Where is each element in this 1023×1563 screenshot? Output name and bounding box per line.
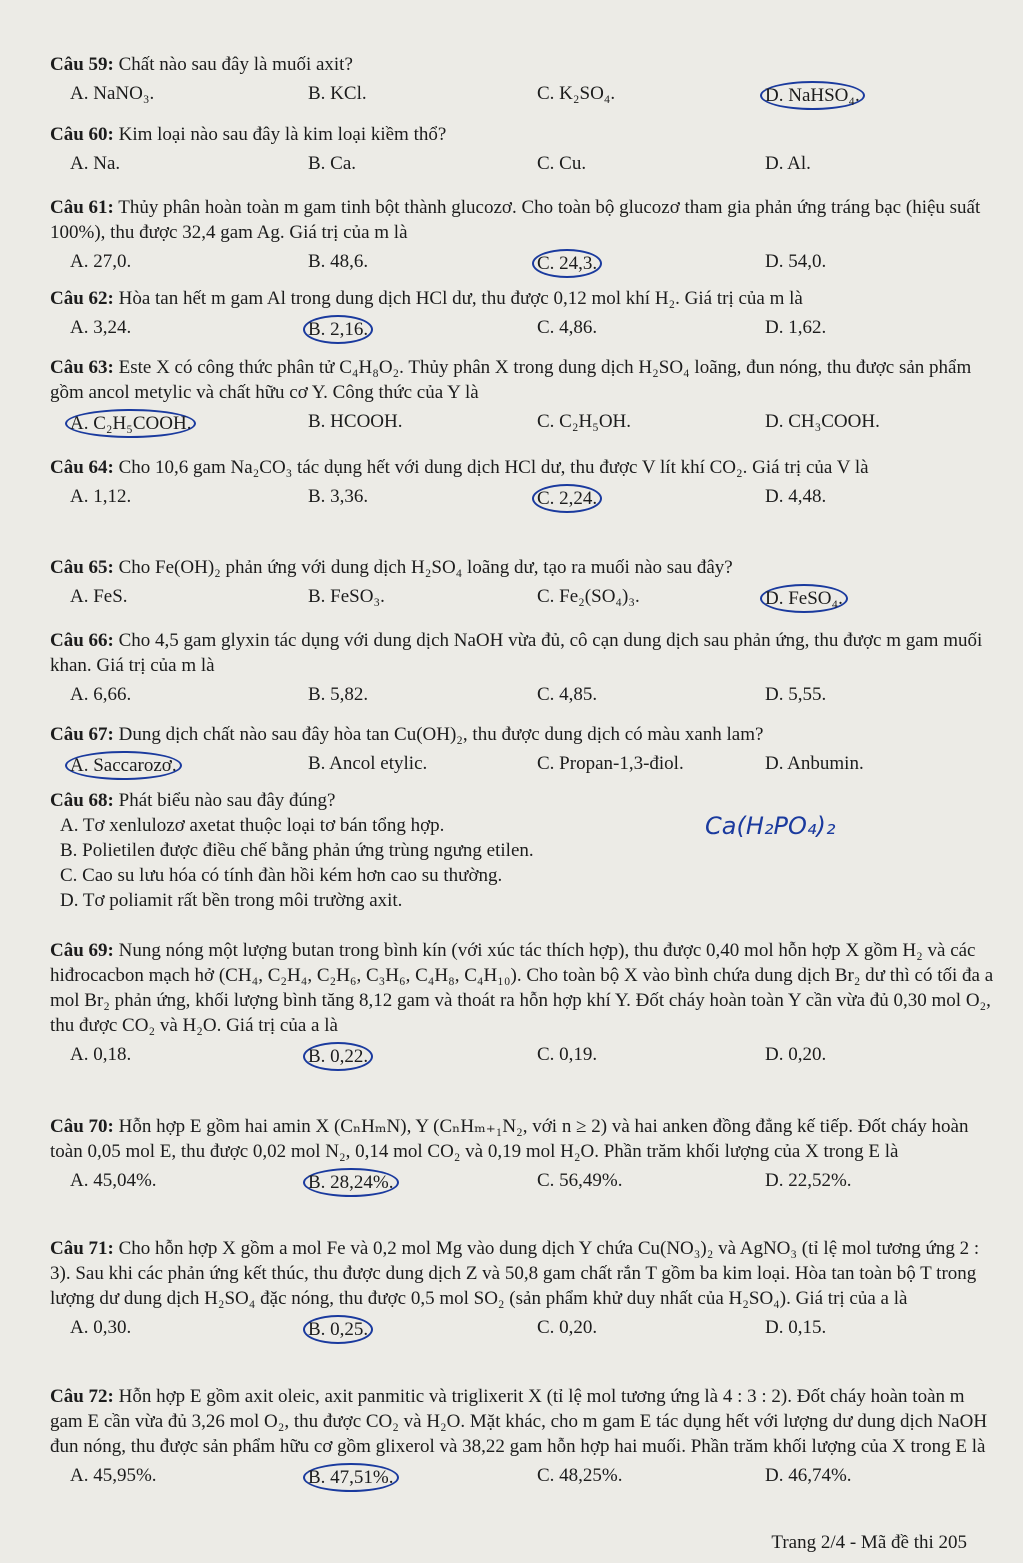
option-b-circled: B. 28,24%. xyxy=(303,1168,399,1197)
statement-d: D. Tơ poliamit rất bền trong môi trường axit. xyxy=(60,890,403,911)
option-c: C. Cu. xyxy=(537,153,587,174)
statement-b: B. Polietilen được điều chế bằng phản ứng trùng ngưng etilen. xyxy=(60,840,534,861)
option-c-circled: C. 2,24. xyxy=(532,484,602,513)
page-footer: Trang 2/4 - Mã đề thi 205 xyxy=(771,1532,967,1553)
option-d: D. 4,48. xyxy=(765,486,827,507)
option-d: D. Al. xyxy=(765,153,811,174)
option-c: C. 4,85. xyxy=(537,684,598,705)
option-a: A. 1,12. xyxy=(70,486,132,507)
option-a: A. 27,0. xyxy=(70,251,132,272)
option-b: B. 5,82. xyxy=(308,684,369,705)
option-a-circled: A. Saccarozơ. xyxy=(65,751,182,780)
option-c: C. 48,25%. xyxy=(537,1465,623,1486)
option-a: A. 0,18. xyxy=(70,1044,132,1065)
option-d: D. 0,15. xyxy=(765,1317,827,1338)
question-65: Câu 65: Cho Fe(OH)₂ phản ứng với dung dịch H₂SO₄ loãng dư, tạo ra muối nào sau đây? A. FeS. B. FeSO₃. C. Fe₂(SO₄)₃. D. FeSO₄. xyxy=(50,555,995,614)
question-61: Câu 61: Thủy phân hoàn toàn m gam tinh bột thành glucozơ. Cho toàn bộ glucozơ tham gia phản ứng tráng bạc (hiệu suất 100%), thu được 32,4 gam Ag. Giá trị của m là A. 27,0. B. 48,6. C. 24,3. D. 54,0. xyxy=(50,195,995,279)
option-b: B. 48,6. xyxy=(308,251,369,272)
option-c: C. 0,19. xyxy=(537,1044,598,1065)
option-a-circled: A. C₂H₅COOH. xyxy=(65,409,196,438)
option-a: A. NaNO₃. xyxy=(70,83,155,104)
option-b: B. Ca. xyxy=(308,153,357,174)
question-59: Câu 59: Chất nào sau đây là muối axit? A. NaNO₃. B. KCl. C. K₂SO₄. D. NaHSO₄. xyxy=(50,52,995,111)
option-d-circled: D. NaHSO₄. xyxy=(760,81,865,110)
option-c: C. 0,20. xyxy=(537,1317,598,1338)
option-c: C. 56,49%. xyxy=(537,1170,623,1191)
option-b-circled: B. 47,51%. xyxy=(303,1463,399,1492)
option-a: A. 6,66. xyxy=(70,684,132,705)
question-70: Câu 70: Hỗn hợp E gồm hai amin X (CₙHₘN), Y (CₙHₘ₊₁N₂, với n ≥ 2) và hai anken đồng đẳng kế tiếp. Đốt cháy hoàn toàn 0,05 mol E, thu được 0,02 mol N₂, 0,14 mol CO₂ và 0,19 mol H₂O. Phần trăm khối lượng của X trong E là A. 45,04%. B. 28,24%. C. 56,49%. D. 22,52%. xyxy=(50,1114,995,1198)
option-d: D. 0,20. xyxy=(765,1044,827,1065)
option-b: B. KCl. xyxy=(308,83,367,104)
option-c: C. 4,86. xyxy=(537,317,598,338)
option-c: C. Fe₂(SO₄)₃. xyxy=(537,586,640,607)
question-68: Câu 68: Phát biểu nào sau đây đúng? A. Tơ xenlulozơ axetat thuộc loại tơ bán tổng hợp. B. Polietilen được điều chế bằng phản ứng trùng ngưng etilen. C. Cao su lưu hóa có tính đàn hồi kém hơn cao su thường. D. Tơ poliamit rất bền trong môi trường axit. xyxy=(50,788,995,913)
option-a: A. 3,24. xyxy=(70,317,132,338)
option-d: D. Anbumin. xyxy=(765,753,864,774)
option-d: D. CH₃COOH. xyxy=(765,411,880,432)
statement-c: C. Cao su lưu hóa có tính đàn hồi kém hơn cao su thường. xyxy=(60,865,503,886)
option-d: D. 22,52%. xyxy=(765,1170,852,1191)
option-d: D. 5,55. xyxy=(765,684,827,705)
question-62: Câu 62: Hòa tan hết m gam Al trong dung dịch HCl dư, thu được 0,12 mol khí H₂. Giá trị của m là A. 3,24. B. 2,16. C. 4,86. D. 1,62. xyxy=(50,286,995,345)
question-69: Câu 69: Nung nóng một lượng butan trong bình kín (với xúc tác thích hợp), thu được 0,40 mol hỗn hợp X gồm H₂ và các hiđrocacbon mạch hở (CH₄, C₂H₄, C₂H₆, C₃H₆, C₄H₈, C₄H₁₀). Cho toàn bộ X vào bình chứa dung dịch Br₂ dư thì có tối đa a mol Br₂ phản ứng, khối lượng bình tăng 8,12 gam và thoát ra hỗn hợp khí Y. Đốt cháy hoàn toàn Y cần vừa đủ 0,30 mol O₂, thu được CO₂ và H₂O. Giá trị của a là A. 0,18. B. 0,22. C. 0,19. D. 0,20. xyxy=(50,938,995,1072)
option-d-circled: D. FeSO₄. xyxy=(760,584,848,613)
option-d: D. 1,62. xyxy=(765,317,827,338)
question-60: Câu 60: Kim loại nào sau đây là kim loại kiềm thổ? A. Na. B. Ca. C. Cu. D. Al. xyxy=(50,124,811,174)
question-71: Câu 71: Cho hỗn hợp X gồm a mol Fe và 0,2 mol Mg vào dung dịch Y chứa Cu(NO₃)₂ và AgNO₃ (tỉ lệ mol tương ứng 2 : 3). Sau khi các phản ứng kết thúc, thu được dung dịch Z và 50,8 gam chất rắn T gồm ba kim loại. Hòa tan toàn bộ T trong lượng dư dung dịch H₂SO₄ đặc nóng, thu được 0,5 mol SO₂ (sản phẩm khử duy nhất của H₂SO₄). Giá trị của a là A. 0,30. B. 0,25. C. 0,20. D. 0,15. xyxy=(50,1236,995,1345)
option-a: A. 45,95%. xyxy=(70,1465,157,1486)
question-63: Câu 63: Este X có công thức phân tử C₄H₈O₂. Thủy phân X trong dung dịch H₂SO₄ loãng, đun nóng, thu được sản phẩm gồm ancol metylic và chất hữu cơ Y. Công thức của Y là A. C₂H₅COOH. B. HCOOH. C. C₂H₅OH. D. CH₃COOH. xyxy=(50,355,995,439)
option-d: D. 54,0. xyxy=(765,251,827,272)
option-b: B. Ancol etylic. xyxy=(308,753,428,774)
option-c-circled: C. 24,3. xyxy=(532,249,602,278)
option-b: B. FeSO₃. xyxy=(308,586,385,607)
option-a: A. 0,30. xyxy=(70,1317,132,1338)
question-72: Câu 72: Hỗn hợp E gồm axit oleic, axit panmitic và triglixerit X (tỉ lệ mol tương ứng là 4 : 3 : 2). Đốt cháy hoàn toàn m gam E cần vừa đủ 3,26 mol O₂, thu được CO₂ và H₂O. Mặt khác, cho m gam E tác dụng hết với lượng dư dung dịch NaOH đun nóng, thu được sản phẩm hữu cơ gồm glixerol và 38,22 gam hỗn hợp hai muối. Phần trăm khối lượng của X trong E là A. 45,95%. B. 47,51%. C. 48,25%. D. 46,74%. xyxy=(50,1384,995,1493)
option-b-circled: B. 0,25. xyxy=(303,1315,373,1344)
option-a: A. 45,04%. xyxy=(70,1170,157,1191)
question-66: Câu 66: Cho 4,5 gam glyxin tác dụng với dung dịch NaOH vừa đủ, cô cạn dung dịch sau phản ứng, thu được m gam muối khan. Giá trị của m là A. 6,66. B. 5,82. C. 4,85. D. 5,55. xyxy=(50,630,983,705)
option-a: A. Na. xyxy=(70,153,121,174)
statement-a: A. Tơ xenlulozơ axetat thuộc loại tơ bán tổng hợp. xyxy=(60,815,445,836)
option-b-circled: B. 2,16. xyxy=(303,315,373,344)
option-b: B. HCOOH. xyxy=(308,411,403,432)
option-a: A. FeS. xyxy=(70,586,128,607)
option-d: D. 46,74%. xyxy=(765,1465,852,1486)
option-b-circled: B. 0,22. xyxy=(303,1042,373,1071)
option-b: B. 3,36. xyxy=(308,486,369,507)
question-67: Câu 67: Dung dịch chất nào sau đây hòa tan Cu(OH)₂, thu được dung dịch có màu xanh lam? A. Saccarozơ. B. Ancol etylic. C. Propan-1,3-điol. D. Anbumin. xyxy=(50,722,995,781)
question-64: Câu 64: Cho 10,6 gam Na₂CO₃ tác dụng hết với dung dịch HCl dư, thu được V lít khí CO₂. Giá trị của V là A. 1,12. B. 3,36. C. 2,24. D. 4,48. xyxy=(50,455,995,514)
option-c: C. K₂SO₄. xyxy=(537,83,616,104)
option-c: C. Propan-1,3-điol. xyxy=(537,753,684,774)
handwritten-note: Ca(H₂PO₄)₂ xyxy=(705,812,836,840)
option-c: C. C₂H₅OH. xyxy=(537,411,632,432)
